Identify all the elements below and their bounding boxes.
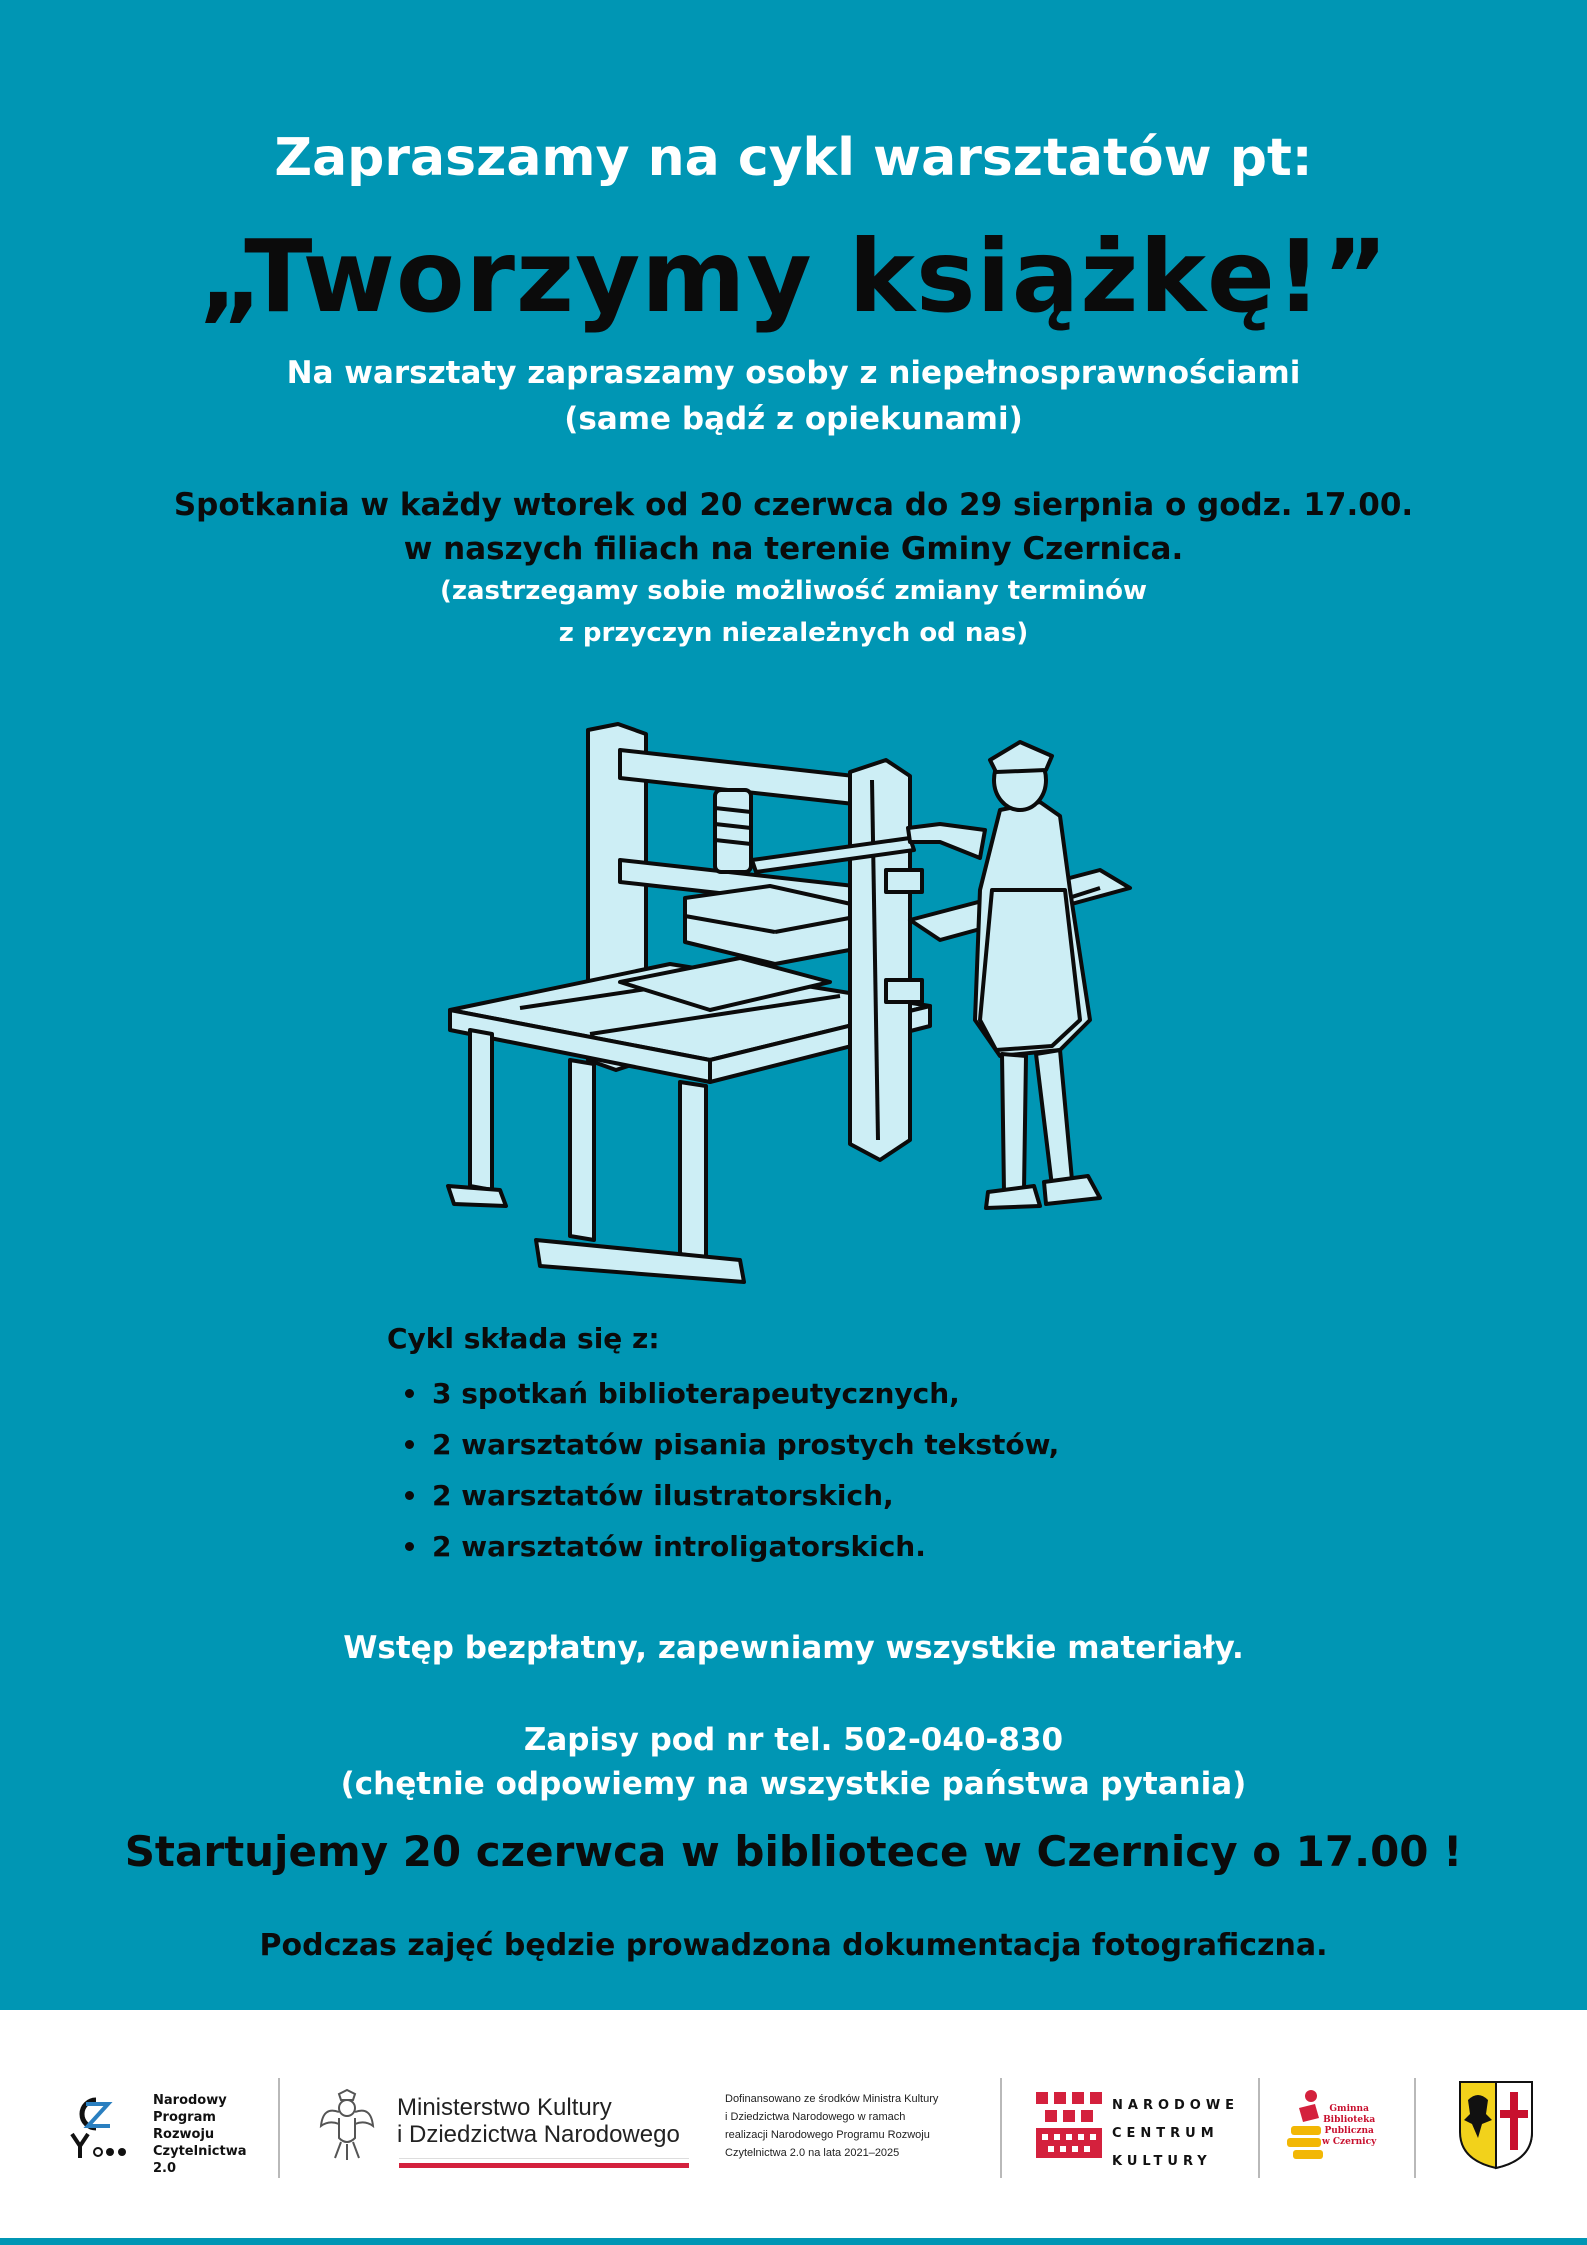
nprc-logo-icon: [66, 2092, 136, 2162]
signup-phone: Zapisy pod nr tel. 502-040-830: [523, 1722, 1064, 1758]
library-logo-text: [1322, 2104, 1376, 2148]
signup-text: [0, 1718, 1587, 1806]
schedule-note-line-2: z przyczyn niezależnych od nas): [558, 618, 1029, 648]
printing-press-illustration: [440, 720, 1160, 1300]
cycle-heading: Cykl składa się z:: [387, 1322, 660, 1355]
invite-line-1: Na warsztaty zapraszamy osoby z niepełnosprawnościami: [286, 355, 1301, 391]
nck-line: CENTRUM: [1112, 2126, 1219, 2141]
free-entry-text: Wstęp bezpłatny, zapewniamy wszystkie materiały.: [343, 1630, 1244, 1666]
ministry-line: i Dziedzictwa Narodowego: [397, 2121, 680, 2148]
nck-logo-text: [1112, 2092, 1239, 2176]
list-item: [405, 1419, 1059, 1470]
schedule-note: [0, 570, 1587, 654]
coat-of-arms-icon: [1458, 2080, 1534, 2170]
nprc-line: 2.0: [153, 2161, 177, 2176]
library-line: w Czernicy: [1322, 2137, 1377, 2147]
invite-line-2: (same bądź z opiekunami): [564, 401, 1023, 437]
flag-red-stripe: [399, 2163, 689, 2168]
cycle-list: [405, 1368, 1059, 1572]
funding-line: Dofinansowano ze środków Ministra Kultury: [725, 2093, 939, 2105]
ministry-line: Ministerstwo Kultury: [397, 2094, 612, 2121]
footer-divider: [1258, 2078, 1260, 2178]
bullet-icon: [405, 1440, 414, 1449]
nck-logo-icon: [1036, 2092, 1102, 2158]
invite-text: [0, 350, 1587, 442]
bullet-icon: [405, 1389, 414, 1398]
list-item-label: 2 warsztatów introligatorskich.: [432, 1530, 926, 1563]
schedule-line-2: w naszych filiach na terenie Gminy Czernica.: [403, 531, 1184, 567]
ministry-name: [397, 2094, 680, 2148]
list-item-label: 2 warsztatów ilustratorskich,: [432, 1479, 894, 1512]
funding-line: Czytelnictwa 2.0 na lata 2021–2025: [725, 2147, 900, 2159]
nprc-line: Program: [153, 2110, 216, 2125]
polish-eagle-icon: [317, 2086, 377, 2166]
schedule-note-line-1: (zastrzegamy sobie możliwość zmiany terminów: [439, 576, 1148, 606]
list-item: [405, 1470, 1059, 1521]
library-line: Publiczna: [1324, 2126, 1374, 2136]
nprc-line: Narodowy: [153, 2093, 227, 2108]
list-item-label: 3 spotkań biblioterapeutycznych,: [432, 1377, 960, 1410]
library-line: Gminna: [1329, 2104, 1369, 2114]
funding-line: realizacji Narodowego Programu Rozwoju: [725, 2129, 930, 2141]
photo-notice: Podczas zajęć będzie prowadzona dokumentacja fotograficzna.: [259, 1928, 1328, 1963]
list-item: [405, 1368, 1059, 1419]
footer-divider: [1000, 2078, 1002, 2178]
intro-heading: Zapraszamy na cykl warsztatów pt:: [274, 128, 1313, 188]
funding-note: [725, 2090, 938, 2162]
funding-line: i Dziedzictwa Narodowego w ramach: [725, 2111, 906, 2123]
nprc-line: Czytelnictwa: [153, 2144, 247, 2159]
nprc-logo-text: [153, 2092, 246, 2177]
poster-title: „Tworzymy książkę!”: [197, 218, 1390, 335]
bullet-icon: [405, 1542, 414, 1551]
nprc-line: Rozwoju: [153, 2127, 215, 2142]
footer-divider: [278, 2078, 280, 2178]
nck-line: NARODOWE: [1112, 2098, 1240, 2113]
library-line: Biblioteka: [1323, 2115, 1376, 2125]
schedule-text: [0, 483, 1587, 571]
list-item: [405, 1521, 1059, 1572]
nck-line: KULTURY: [1112, 2154, 1212, 2169]
signup-questions: (chętnie odpowiemy na wszystkie państwa pytania): [340, 1766, 1247, 1802]
list-item-label: 2 warsztatów pisania prostych tekstów,: [432, 1428, 1060, 1461]
bottom-accent-bar: [0, 2238, 1587, 2245]
footer-divider: [1414, 2078, 1416, 2178]
bullet-icon: [405, 1491, 414, 1500]
schedule-line-1: Spotkania w każdy wtorek od 20 czerwca do 29 sierpnia o godz. 17.00.: [173, 487, 1414, 523]
start-announcement: Startujemy 20 czerwca w bibliotece w Czernicy o 17.00 !: [124, 1827, 1463, 1876]
